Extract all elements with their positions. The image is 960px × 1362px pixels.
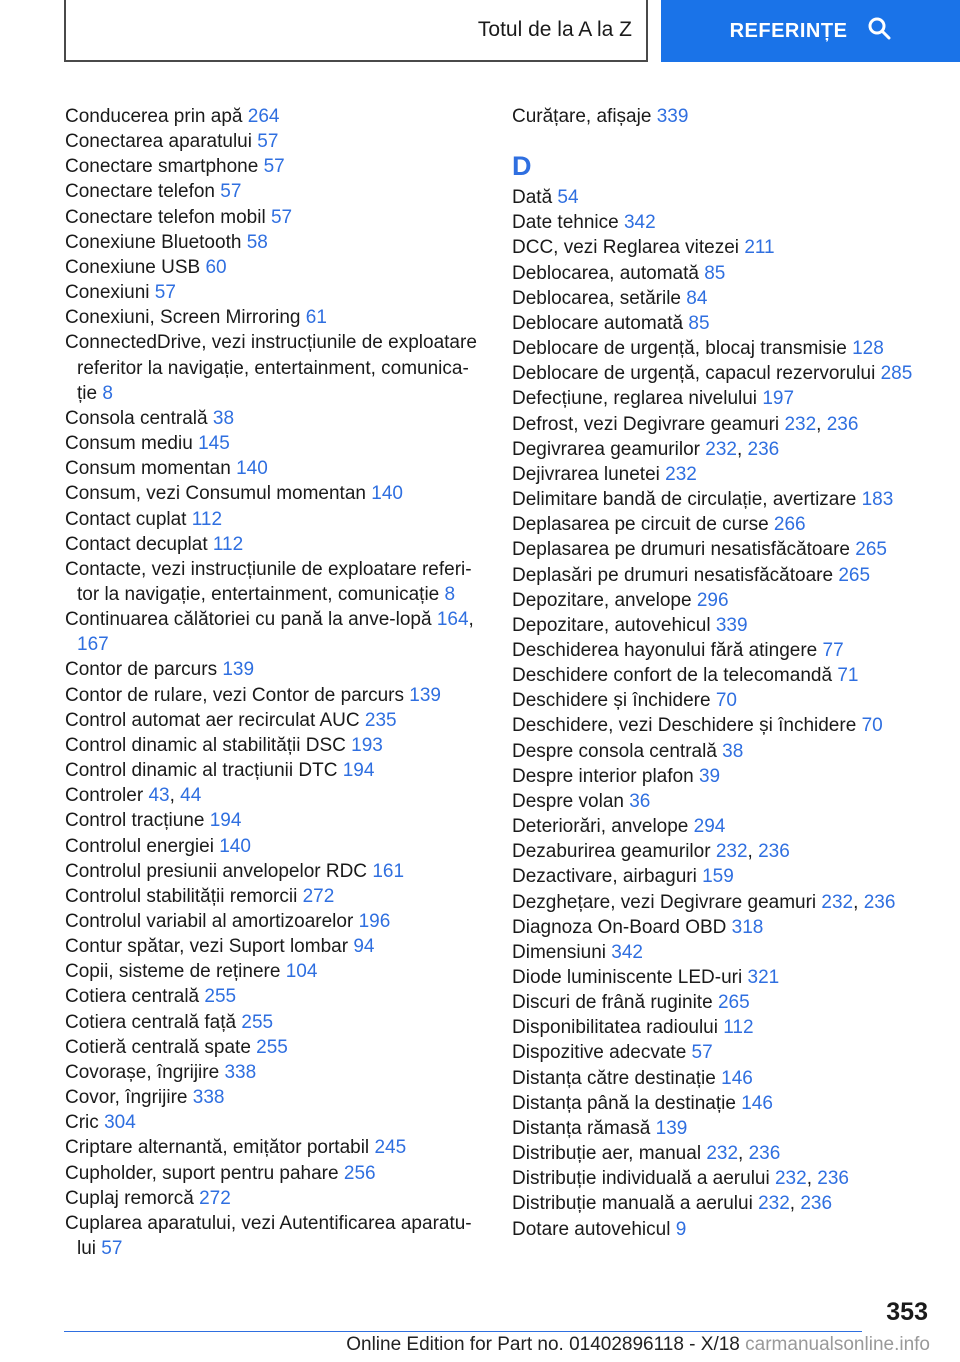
index-entry (512, 990, 932, 1015)
index-entry (512, 104, 932, 129)
index-entry (512, 638, 932, 663)
entry-term: Conexiuni (65, 282, 150, 304)
entry-term: Dezghețare, vezi Degivrare geamuri (512, 891, 817, 913)
page-link[interactable]: 57 (220, 181, 242, 203)
page-link[interactable]: 265 (855, 539, 887, 561)
index-entry (512, 1040, 932, 1065)
page-link[interactable]: 8 (444, 583, 456, 605)
index-entry (65, 456, 485, 481)
footer-divider (64, 1331, 862, 1332)
page-link[interactable]: 232 (665, 463, 697, 485)
entry-term: Cotiera centrală (65, 986, 200, 1008)
entry-term: Deplasarea pe circuit de curse (512, 514, 769, 536)
entry-term: Consola centrală (65, 407, 208, 429)
entry-term: Cupholder, suport pentru pahare (65, 1162, 339, 1184)
page-link[interactable]: 266 (773, 514, 806, 536)
section-letter: D (512, 151, 532, 182)
index-entry (65, 708, 485, 733)
page-link[interactable]: 57 (263, 156, 285, 178)
index-entry (512, 764, 932, 789)
page-link[interactable]: 304 (104, 1112, 136, 1134)
index-entry (65, 1010, 485, 1035)
entry-term: Conectarea aparatului (65, 131, 252, 153)
index-entry (512, 261, 932, 286)
entry-term: Degivrarea geamurilor (512, 438, 700, 460)
page-link[interactable]: 211 (744, 237, 775, 259)
index-entry (512, 537, 932, 562)
index-entry (512, 965, 932, 990)
entry-term: Deplasări pe drumuri nesatisfăcătoare (512, 564, 834, 586)
page-link[interactable]: 342 (623, 212, 656, 234)
index-entry (512, 462, 932, 487)
entry-term: Contact cuplat (65, 508, 187, 530)
entry-term: Deblocare de urgență, capacul rezervorului (512, 363, 876, 385)
index-entry (65, 808, 485, 833)
page-link[interactable]: 54 (557, 187, 579, 209)
page-link[interactable]: 85 (688, 312, 710, 334)
page-link[interactable]: 44 (180, 785, 202, 807)
page-link[interactable]: 140 (236, 458, 268, 480)
page-link[interactable]: 36 (629, 790, 651, 812)
entry-term: Contur spătar, vezi Suport lombar (65, 936, 349, 958)
page-link[interactable]: 94 (353, 936, 375, 958)
page-link[interactable]: 265 (838, 564, 871, 586)
entry-term: Defrost, vezi Degivrare geamuri (512, 413, 780, 435)
page-link[interactable]: 84 (686, 287, 708, 309)
entry-term: Distribuție manuală a aerului (512, 1193, 753, 1215)
page-link[interactable]: 146 (741, 1092, 773, 1114)
index-entry (512, 512, 932, 537)
entry-term: Despre consola centrală (512, 740, 717, 762)
page-link[interactable]: 146 (721, 1067, 753, 1089)
page-link[interactable]: 342 (611, 941, 643, 963)
page-link[interactable]: 193 (351, 734, 383, 756)
index-entry (512, 814, 932, 839)
index-entry (512, 588, 932, 613)
page-link[interactable]: 139 (222, 659, 255, 681)
page-link[interactable]: 285 (880, 363, 913, 385)
page-link[interactable]: 235 (364, 709, 397, 731)
index-entry (512, 336, 932, 361)
index-entry (512, 713, 932, 738)
entry-term: Distribuție individuală a aerului (512, 1168, 770, 1190)
index-entry (65, 280, 485, 305)
page-link[interactable]: 60 (205, 256, 227, 278)
references-label: REFERINȚE (729, 19, 848, 42)
index-entry (512, 789, 932, 814)
index-entry (512, 487, 932, 512)
index-entry (65, 507, 485, 532)
index-entry (512, 210, 932, 235)
index-entry (65, 431, 485, 456)
entry-term: Covor, îngrijire (65, 1087, 188, 1109)
page-link[interactable]: 57 (257, 131, 279, 153)
page-link[interactable]: 236 (817, 1168, 849, 1190)
index-entry (65, 557, 485, 607)
entry-term: Controlul variabil al amortizoarelor (65, 911, 354, 932)
page-link[interactable]: 57 (270, 206, 293, 228)
entry-term: Deblocare de urgență, blocaj transmisie (512, 338, 847, 360)
entry-term: Contacte, vezi instrucțiunile de exploatare referi‐tor la navigație, entertainment, comunicație (65, 558, 472, 605)
entry-term: Conectare telefon (65, 181, 215, 203)
index-entry (65, 934, 485, 959)
entry-term: Cotieră centrală spate (65, 1036, 251, 1058)
index-entry (65, 532, 485, 557)
references-button[interactable] (661, 0, 960, 62)
index-column-left (65, 104, 485, 1261)
page-link[interactable]: 112 (191, 508, 223, 530)
page-link[interactable]: 104 (285, 961, 318, 983)
page-link[interactable]: 232 (774, 1168, 807, 1190)
page-link[interactable]: 232 (706, 1143, 739, 1165)
entry-term: Contor de rulare, vezi Contor de parcurs (65, 684, 404, 706)
page-link[interactable]: 128 (852, 338, 884, 360)
index-entry (512, 663, 932, 688)
entry-term: Deplasarea pe drumuri nesatisfăcătoare (512, 539, 850, 561)
page-link[interactable]: 183 (861, 489, 894, 511)
page-link[interactable]: 338 (192, 1087, 225, 1109)
entry-term: Deschidere confort de la telecomandă (512, 665, 833, 687)
index-entry (65, 481, 485, 506)
page-number: 353 (886, 1298, 928, 1326)
page-link[interactable]: 294 (693, 816, 726, 838)
index-entry: Distribuție individuală a aerului 232, 236 (512, 1168, 849, 1190)
index-entry (512, 1066, 932, 1091)
entry-term: Conexiune Bluetooth (65, 231, 242, 253)
entry-term: Conexiune USB (65, 256, 201, 278)
entry-term: Despre interior plafon (512, 765, 694, 787)
page-link[interactable]: 232 (821, 891, 854, 913)
entry-term: Dezaburirea geamurilor (512, 841, 711, 863)
entry-term: ConnectedDrive, vezi instrucțiunile de exploatare referitor la navigație, entertainment, comunica‐ție (65, 332, 477, 404)
footer-edition: Online Edition for Part no. 01402896118 - X/18 (346, 1334, 740, 1355)
page-link[interactable]: 272 (302, 885, 335, 907)
index-entry (65, 104, 485, 129)
chapter-title: Totul de la A la Z (477, 18, 632, 41)
page-link[interactable]: 8 (102, 382, 113, 404)
entry-term: Controlul stabilității remorcii (65, 885, 298, 907)
footer-brand: carmanualsonline.info (745, 1334, 930, 1355)
page-link[interactable]: 255 (241, 1011, 274, 1033)
index-entry (512, 688, 932, 713)
index-entry (65, 1211, 485, 1261)
index-entry (65, 984, 485, 1009)
entry-term: Diode luminiscente LED-uri (512, 967, 743, 988)
index-entry (512, 1015, 932, 1040)
page-link[interactable]: 236 (800, 1193, 833, 1215)
page-link[interactable]: 57 (691, 1042, 713, 1064)
entry-term: Date tehnice (512, 212, 619, 234)
entry-term: Conectare smartphone (65, 156, 259, 178)
entry-term: Distribuție aer, manual (512, 1143, 702, 1165)
entry-term: Controlul presiunii anvelopelor RDC (65, 860, 368, 882)
entry-term: Defecțiune, reglarea nivelului (512, 388, 758, 410)
entry-term: Deteriorări, anvelope (512, 816, 689, 838)
index-entry (65, 154, 485, 179)
index-entry (512, 361, 932, 386)
entry-term: Conectare telefon mobil (65, 206, 266, 228)
page-link[interactable]: 236 (826, 413, 859, 435)
index-entry: Degivrarea geamurilor 232, 236 (512, 438, 780, 460)
page-link[interactable]: 264 (247, 106, 280, 127)
index-entry (512, 1116, 932, 1141)
page-link[interactable]: 255 (204, 986, 237, 1008)
page-link[interactable]: 236 (863, 891, 896, 913)
page-link[interactable]: 161 (372, 860, 405, 882)
entry-term: Continuarea călătoriei cu pană la anve‐lopă (65, 609, 432, 631)
index-entry (65, 1161, 485, 1186)
index-entry (512, 311, 932, 336)
entry-term: Deblocarea, automată (512, 262, 699, 284)
entry-term: Discuri de frână ruginite (512, 992, 713, 1014)
page-link[interactable]: 38 (212, 407, 235, 429)
entry-term: Control automat aer recirculat AUC (65, 709, 360, 731)
entry-term: Dotare autovehicul (512, 1218, 671, 1240)
index-entry (65, 959, 485, 984)
search-icon[interactable] (867, 16, 891, 46)
index-entry (512, 563, 932, 588)
index-entry (512, 185, 932, 210)
entry-term: Cric (65, 1112, 99, 1134)
entry-term: Dezactivare, airbaguri (512, 866, 697, 888)
page-link[interactable]: 232 (758, 1193, 790, 1215)
page-link[interactable]: 196 (358, 911, 391, 932)
page-link[interactable]: 57 (101, 1238, 123, 1260)
page-link[interactable]: 232 (705, 438, 737, 460)
index-entry (65, 1085, 485, 1110)
entry-term: Control dinamic al tracțiunii DTC (65, 760, 338, 782)
entry-term: Delimitare bandă de circulație, avertizare (512, 489, 857, 511)
page-link[interactable]: 236 (747, 438, 780, 460)
entry-term: Dimensiuni (512, 941, 606, 963)
index-entry (65, 255, 485, 280)
index-column-right (512, 104, 932, 1242)
index-entry (65, 205, 485, 230)
index-entry (65, 1135, 485, 1160)
page-link[interactable]: 139 (409, 684, 441, 706)
entry-term: Curățare, afișaje (512, 106, 652, 127)
page-link[interactable]: 255 (256, 1036, 288, 1058)
page-link[interactable]: 256 (343, 1162, 376, 1184)
page-link[interactable]: 321 (747, 967, 780, 988)
page-link[interactable]: 58 (246, 231, 268, 253)
page-link[interactable]: 140 (371, 483, 403, 505)
index-entry: Distribuție aer, manual 232, 236 (512, 1143, 781, 1165)
entry-term: Control dinamic al stabilității DSC (65, 734, 346, 756)
page-link[interactable]: 194 (209, 810, 242, 832)
page-link[interactable]: 85 (704, 262, 726, 284)
page-link[interactable]: 43 (148, 785, 170, 807)
page-link[interactable]: 77 (822, 639, 844, 661)
page-link[interactable]: 236 (758, 841, 790, 863)
entry-term: Depozitare, autovehicul (512, 614, 711, 636)
index-entry (512, 940, 932, 965)
index-entry (65, 1035, 485, 1060)
page-link[interactable]: 9 (675, 1218, 687, 1240)
page-link[interactable]: 232 (784, 413, 817, 435)
entry-term: Covorașe, îngrijire (65, 1061, 220, 1083)
entry-term: Consum, vezi Consumul momentan (65, 483, 366, 505)
page-link[interactable]: 39 (698, 765, 721, 787)
index-entry: Defrost, vezi Degivrare geamuri 232, 236 (512, 413, 859, 435)
entry-term: Controlul energiei (65, 835, 214, 857)
page-link[interactable]: 167 (77, 634, 109, 656)
page-link[interactable]: 265 (717, 992, 750, 1014)
page-link[interactable]: 112 (723, 1017, 754, 1039)
entry-term: Cuplaj remorcă (65, 1187, 194, 1209)
index-entry (512, 1091, 932, 1116)
entry-term: Conexiuni, Screen Mirroring (65, 307, 301, 329)
entry-term: Distanța până la destinație (512, 1092, 736, 1114)
index-entry (512, 235, 932, 260)
entry-term: Contor de parcurs (65, 659, 218, 681)
index-entry (65, 758, 485, 783)
page-link[interactable]: 339 (656, 106, 689, 127)
index-entry (65, 834, 485, 859)
entry-term: Distanța rămasă (512, 1117, 651, 1139)
page-link[interactable]: 57 (154, 282, 176, 304)
page-link[interactable]: 140 (219, 835, 251, 857)
page-link[interactable]: 245 (374, 1137, 407, 1159)
entry-term: Conducerea prin apă (65, 106, 243, 127)
index-entry: Dezghețare, vezi Degivrare geamuri 232, 236 (512, 891, 896, 913)
index-entry (65, 305, 485, 330)
page-link[interactable]: 194 (342, 760, 375, 782)
index-entry (65, 1186, 485, 1211)
page-link[interactable]: 159 (702, 866, 734, 888)
entry-term: Copii, sisteme de reținere (65, 961, 281, 983)
page-link[interactable]: 197 (762, 388, 795, 410)
entry-term: Deschiderea hayonului fără atingere (512, 639, 818, 661)
entry-term: Distanța către destinație (512, 1067, 716, 1089)
index-entry (512, 286, 932, 311)
entry-term: Dejivrarea lunetei (512, 463, 660, 485)
entry-term: Deblocare automată (512, 312, 684, 334)
index-entry (65, 884, 485, 909)
entry-term: Diagnoza On-Board OBD (512, 916, 727, 938)
entry-term: DCC, vezi Reglarea vitezei (512, 237, 740, 259)
index-entry (65, 657, 485, 682)
index-entry (65, 230, 485, 255)
index-entry (65, 733, 485, 758)
page-link[interactable]: 145 (198, 433, 230, 455)
page-link[interactable]: 318 (731, 916, 764, 938)
footer (346, 1334, 930, 1356)
page-link[interactable]: 71 (837, 665, 859, 687)
chapter-tab[interactable] (64, 0, 648, 62)
page-link[interactable]: 232 (715, 841, 748, 863)
entry-term: Consum mediu (65, 433, 193, 455)
page-link[interactable]: 338 (224, 1061, 257, 1083)
index-entry (65, 909, 485, 934)
entry-term: Disponibilitatea radioului (512, 1017, 718, 1039)
entry-term: Dispozitive adecvate (512, 1042, 687, 1064)
index-entry (65, 330, 485, 405)
index-entry (65, 129, 485, 154)
index-entry (65, 859, 485, 884)
page-link[interactable]: 61 (305, 307, 327, 329)
page-link[interactable]: 296 (696, 589, 729, 611)
entry-term: Controler (65, 785, 144, 807)
entry-term: Consum momentan (65, 458, 231, 480)
index-entry: Distribuție manuală a aerului 232, 236 (512, 1193, 833, 1215)
entry-term: Deschidere și închidere (512, 690, 711, 712)
index-entry (512, 613, 932, 638)
entry-term: Criptare alternantă, emițător portabil (65, 1137, 370, 1159)
entry-term: Control tracțiune (65, 810, 205, 832)
page-link[interactable]: 272 (199, 1187, 231, 1209)
index-entry: Continuarea călătoriei cu pană la anve‐lopă 164, 167 (65, 609, 474, 656)
page-link[interactable]: 70 (715, 690, 737, 712)
entry-term: Deschidere, vezi Deschidere și închidere (512, 715, 857, 737)
index-entry: Controler 43, 44 (65, 785, 202, 807)
page-link[interactable]: 236 (748, 1143, 781, 1165)
index-entry (65, 683, 485, 708)
page-link[interactable]: 112 (212, 533, 244, 555)
index-entry: Dezaburirea geamurilor 232, 236 (512, 841, 790, 863)
index-entry (512, 1217, 932, 1242)
page-link[interactable]: 70 (861, 715, 883, 737)
entry-term: Deblocarea, setările (512, 287, 681, 309)
page-link[interactable]: 38 (722, 740, 744, 762)
entry-term: Cuplarea aparatului, vezi Autentificarea aparatu‐lui (65, 1212, 472, 1260)
index-entry (65, 406, 485, 431)
entry-term: Cotiera centrală față (65, 1011, 237, 1033)
page-link[interactable]: 139 (655, 1117, 688, 1139)
index-entry (65, 1110, 485, 1135)
entry-term: Depozitare, anvelope (512, 589, 692, 611)
entry-term: Despre volan (512, 790, 624, 812)
index-entry (512, 864, 932, 889)
page-link[interactable]: 339 (715, 614, 748, 636)
index-entry (512, 739, 932, 764)
index-entry (512, 386, 932, 411)
index-entry (65, 179, 485, 204)
page-link[interactable]: 164 (436, 609, 469, 631)
index-entry (65, 1060, 485, 1085)
index-entry (512, 915, 932, 940)
entry-term: Contact decuplat (65, 533, 208, 555)
entry-term: Dată (512, 187, 553, 209)
